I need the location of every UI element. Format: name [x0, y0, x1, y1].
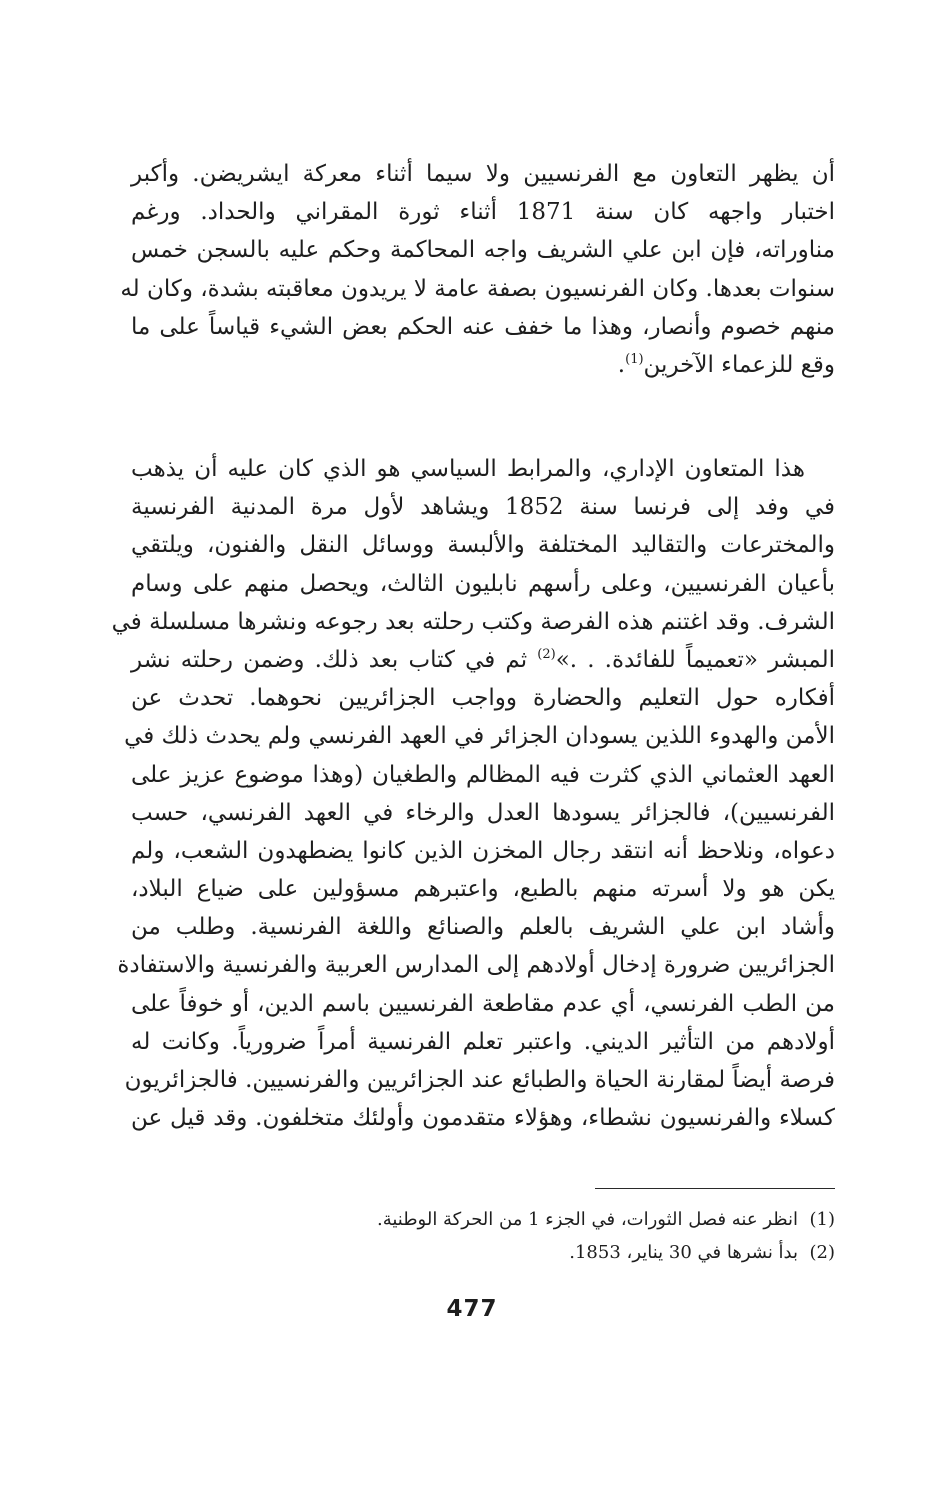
text-line: الشرف. وقد اغتنم هذه الفرصة وكتب رحلته بعد رجوعه ونشرها مسلسلة في: [111, 608, 835, 635]
page-number: 477: [446, 1296, 498, 1322]
footnote-2: [400, 1236, 835, 1269]
text-line: أفكاره حول التعليم والحضارة وواجب الجزائريين نحوهما. تحدث عن: [131, 685, 835, 712]
text-line: أولادهم من التأثير الديني. واعتبر تعلم الفرنسية أمراً ضرورياً. وكانت له: [131, 1028, 835, 1055]
text-line: فرصة أيضاً لمقارنة الحياة والطبائع عند الجزائريين والفرنسيين. فالجزائريون: [124, 1067, 835, 1093]
text-line: [131, 641, 835, 679]
footnote-reference[interactable]: (2): [537, 646, 556, 662]
footnote-separator: [595, 1188, 835, 1189]
footnote-marker: (2): [809, 1242, 835, 1263]
line-text-tail: ثم في كتاب بعد ذلك. وضمن رحلته نشر: [131, 646, 538, 673]
text-line: الأمن والهدوء اللذين يسودان الجزائر في العهد الفرنسي ولم يحدث ذلك في: [124, 723, 835, 750]
text-line: اختبار واجهه كان سنة 1871 أثناء ثورة المقراني والحداد. ورغم: [131, 199, 835, 226]
footnote-text: بدأ نشرها في 30 يناير، 1853.: [569, 1242, 799, 1263]
footnote-text: انظر عنه فصل الثورات، في الجزء 1 من الحركة الوطنية.: [376, 1209, 799, 1230]
text-line: الجزائريين ضرورة إدخال أولادهم إلى المدارس العربية والفرنسية والاستفادة: [117, 952, 835, 979]
text-line: هذا المتعاون الإداري، والمرابط السياسي هو الذي كان عليه أن يذهب: [131, 456, 805, 482]
footnote-marker: (1): [809, 1209, 835, 1230]
text-line: وأشاد ابن علي الشريف بالعلم والصنائع واللغة الفرنسية. وطلب من: [131, 914, 835, 941]
line-text: وقع للزعماء الآخرين: [643, 351, 835, 378]
text-line: العهد العثماني الذي كثرت فيه المظالم والطغيان (وهذا موضوع عزيز على: [131, 761, 835, 788]
text-line: مناوراته، فإن ابن علي الشريف واجه المحاكمة وحكم عليه بالسجن خمس: [131, 237, 835, 264]
text-line: يكن هو ولا أسرته منهم بالطبع، واعتبرهم مسؤولين على ضياع البلاد،: [131, 876, 835, 903]
paragraph-2: [111, 450, 835, 1137]
text-line: من الطب الفرنسي، أي عدم مقاطعة الفرنسيين باسم الدين، أو خوفاً على: [131, 990, 835, 1017]
text-line: أن يظهر التعاون مع الفرنسيين ولا سيما أثناء معركة ايشريضن. وأكبر: [131, 161, 835, 187]
text-line: الفرنسيين)، فالجزائر يسودها العدل والرخاء في العهد الفرنسي، حسب: [131, 799, 835, 826]
text-line: بأعيان الفرنسيين، وعلى رأسهم نابليون الثالث، ويحصل منهم على وسام: [131, 570, 835, 597]
text-line: دعواه، ونلاحظ أنه انتقد رجال المخزن الذين كانوا يضطهدون الشعب، ولم: [131, 837, 835, 864]
text-line: سنوات بعدها. وكان الفرنسيون بصفة عامة لا يريدون معاقبته بشدة، وكان له: [120, 275, 835, 302]
footnote-reference[interactable]: (1): [625, 351, 644, 367]
text-line: منهم خصوم وأنصار، وهذا ما خفف عنه الحكم بعض الشيء قياساً على ما: [131, 313, 835, 340]
line-text: المبشر «تعميماً للفائدة. . .»: [555, 646, 835, 673]
footnote-1: [376, 1203, 835, 1236]
text-line: [131, 346, 835, 384]
paragraph-1: [120, 155, 835, 384]
text-line: والمخترعات والتقاليد المختلفة والألبسة ووسائل النقل والفنون، ويلتقي: [131, 532, 835, 559]
text-line: في وفد إلى فرنسا سنة 1852 ويشاهد لأول مرة المدنية الفرنسية: [131, 494, 835, 521]
footnotes: [376, 1203, 835, 1269]
text-line: كسلاء والفرنسيون نشطاء، وهؤلاء متقدمون وأولئك متخلفون. وقد قيل عن: [131, 1105, 835, 1132]
line-ending: .: [617, 351, 626, 378]
